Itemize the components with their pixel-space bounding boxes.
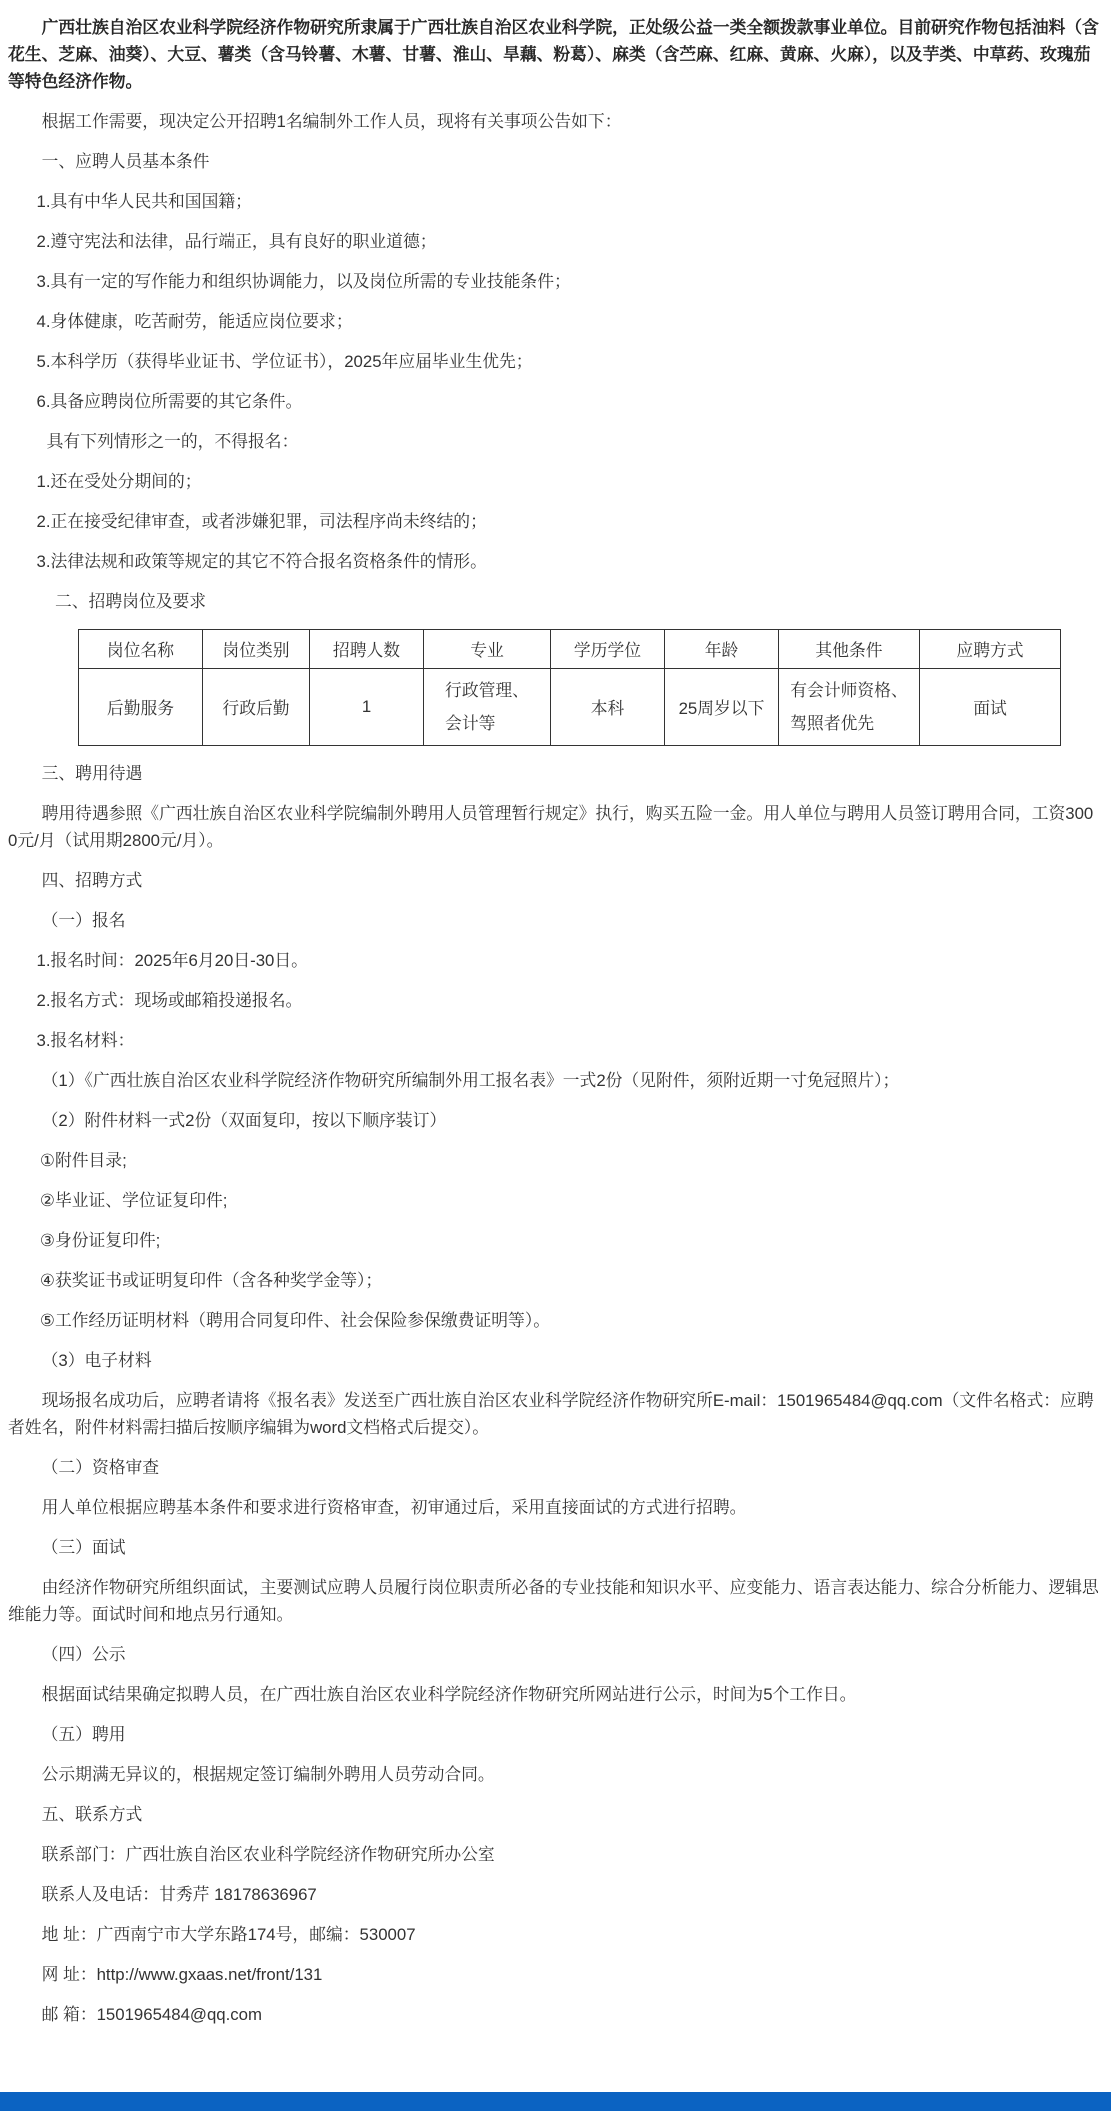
contact-website: 网 址：http://www.gxaas.net/front/131 — [41, 1965, 323, 1984]
list-item: （2）附件材料一式2份（双面复印，按以下顺序装订） — [41, 1111, 447, 1130]
paragraph: 根据面试结果确定拟聘人员，在广西壮族自治区农业科学院经济作物研究所网站进行公示，时间为5个工作日。 — [41, 1685, 857, 1704]
list-item: 1.具有中华人民共和国国籍； — [36, 192, 252, 211]
table-header-cell: 岗位类别 — [203, 630, 310, 669]
table-cell: 后勤服务 — [79, 669, 203, 746]
section-heading-4: 四、招聘方式 — [41, 871, 143, 890]
list-item: 6.具备应聘岗位所需要的其它条件。 — [36, 392, 303, 411]
paragraph: 现场报名成功后，应聘者请将《报名表》发送至广西壮族自治区农业科学院经济作物研究所E-mail：1501965484@qq.com（文件名格式：应聘者姓名，附件材料需扫描后按顺序编辑为word文档格式后提交）。 — [8, 1391, 1094, 1437]
sub-heading: （五）聘用 — [41, 1725, 126, 1744]
list-item: ①附件目录; — [39, 1151, 127, 1170]
sub-heading: （三）面试 — [41, 1538, 126, 1557]
section-heading-1: 一、应聘人员基本条件 — [41, 152, 210, 171]
table-header-cell: 年龄 — [665, 630, 779, 669]
table-header-cell: 学历学位 — [551, 630, 665, 669]
list-item: 3.具有一定的写作能力和组织协调能力，以及岗位所需的专业技能条件； — [36, 272, 571, 291]
list-item: ⑤工作经历证明材料（聘用合同复印件、社会保险参保缴费证明等）。 — [39, 1311, 550, 1330]
sub-heading: （四）公示 — [41, 1645, 126, 1664]
list-item: ④获奖证书或证明复印件（含各种奖学金等）； — [39, 1271, 383, 1290]
table-cell: 行政管理、 会计等 — [424, 669, 551, 746]
table-cell: 本科 — [551, 669, 665, 746]
list-item: （1）《广西壮族自治区农业科学院经济作物研究所编制外用工报名表》一式2份（见附件，须附近期一寸免冠照片）； — [41, 1071, 900, 1090]
table-header-cell: 招聘人数 — [310, 630, 424, 669]
list-item: （3）电子材料 — [41, 1351, 152, 1370]
paragraph: 根据工作需要，现决定公开招聘1名编制外工作人员，现将有关事项公告如下： — [41, 112, 622, 131]
contact-email: 邮 箱：1501965484@qq.com — [41, 2005, 262, 2024]
table-cell: 面试 — [920, 669, 1061, 746]
section-heading-5: 五、联系方式 — [41, 1805, 143, 1824]
intro-paragraph: 广西壮族自治区农业科学院经济作物研究所隶属于广西壮族自治区农业科学院，正处级公益一类全额拨款事业单位。目前研究作物包括油料（含花生、芝麻、油葵）、大豆、薯类（含马铃薯、木薯、甘薯、淮山、旱藕、粉葛）、麻类（含苎麻、红麻、黄麻、火麻），以及芋类、中草药、玫瑰茄等特色经济作物。 — [8, 18, 1099, 91]
paragraph: 公示期满无异议的，根据规定签订编制外聘用人员劳动合同。 — [41, 1765, 495, 1784]
table-cell: 1 — [310, 669, 424, 746]
list-item: 2.遵守宪法和法律，品行端正，具有良好的职业道德； — [36, 232, 437, 251]
table-cell: 行政后勤 — [203, 669, 310, 746]
list-item: 2.报名方式：现场或邮箱投递报名。 — [36, 991, 303, 1010]
contact-person-phone: 联系人及电话：甘秀芹 18178636967 — [41, 1885, 317, 1904]
paragraph: 具有下列情形之一的，不得报名： — [46, 432, 299, 451]
contact-department: 联系部门：广西壮族自治区农业科学院经济作物研究所办公室 — [41, 1845, 495, 1864]
sub-heading: （二）资格审查 — [41, 1458, 160, 1477]
paragraph: 聘用待遇参照《广西壮族自治区农业科学院编制外聘用人员管理暂行规定》执行，购买五险一金。用人单位与聘用人员签订聘用合同，工资3000元/月（试用期2800元/月）。 — [8, 804, 1094, 850]
list-item: 3.报名材料： — [36, 1031, 135, 1050]
paragraph: 用人单位根据应聘基本条件和要求进行资格审查，初审通过后，采用直接面试的方式进行招聘。 — [41, 1498, 747, 1517]
list-item: ②毕业证、学位证复印件; — [39, 1191, 228, 1210]
table-row — [79, 669, 1061, 746]
list-item: 3.法律法规和政策等规定的其它不符合报名资格条件的情形。 — [36, 552, 487, 571]
table-header-cell: 岗位名称 — [79, 630, 203, 669]
section-heading-3: 三、聘用待遇 — [41, 764, 143, 783]
footer-bar — [0, 2092, 1111, 2111]
list-item: 1.报名时间：2025年6月20日-30日。 — [36, 951, 308, 970]
table-header-row — [79, 630, 1061, 669]
table-cell: 25周岁以下 — [665, 669, 779, 746]
section-heading-2: 二、招聘岗位及要求 — [55, 592, 207, 611]
list-item: 4.身体健康，吃苦耐劳，能适应岗位要求； — [36, 312, 353, 331]
list-item: 1.还在受处分期间的； — [36, 472, 202, 491]
table-cell: 有会计师资格、 驾照者优先 — [779, 669, 920, 746]
list-item: 2.正在接受纪律审查，或者涉嫌犯罪，司法程序尚未终结的； — [36, 512, 487, 531]
table-header-cell: 应聘方式 — [920, 630, 1061, 669]
paragraph: 由经济作物研究所组织面试，主要测试应聘人员履行岗位职责所必备的专业技能和知识水平、应变能力、语言表达能力、综合分析能力、逻辑思维能力等。面试时间和地点另行通知。 — [8, 1578, 1099, 1624]
table-header-cell: 专业 — [424, 630, 551, 669]
sub-heading: （一）报名 — [41, 911, 126, 930]
list-item: ③身份证复印件; — [39, 1231, 161, 1250]
table-header-cell: 其他条件 — [779, 630, 920, 669]
contact-address: 地 址：广西南宁市大学东路174号，邮编：530007 — [41, 1925, 416, 1944]
list-item: 5.本科学历（获得毕业证书、学位证书），2025年应届毕业生优先； — [36, 352, 533, 371]
recruitment-table — [78, 629, 1061, 746]
